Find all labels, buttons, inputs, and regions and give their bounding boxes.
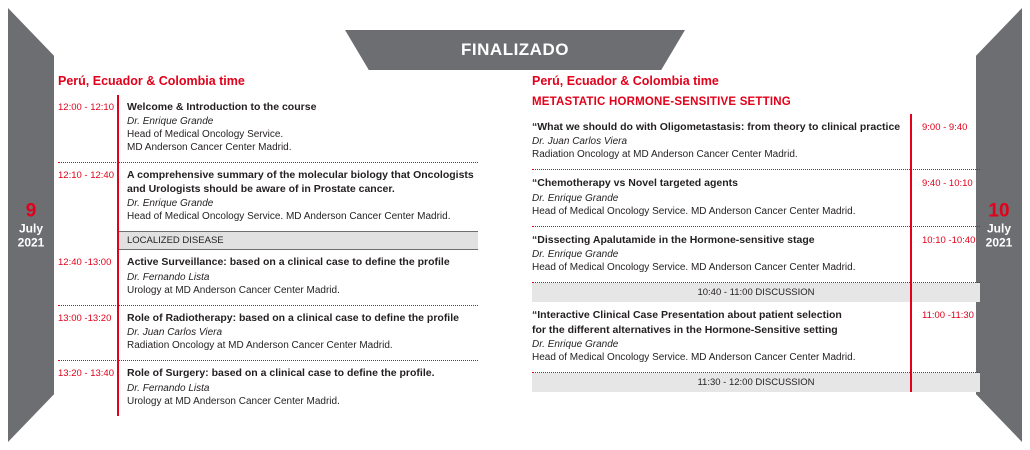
- right-timezone-header: Perú, Ecuador & Colombia time: [532, 74, 719, 88]
- date-left-year: 2021: [17, 234, 45, 249]
- session-title: Welcome & Introduction to the course: [127, 101, 317, 113]
- session-title: Active Surveillance: based on a clinical case to define the profile: [127, 256, 450, 269]
- session-speaker: Dr. Enrique Grande: [127, 198, 214, 210]
- date-right-year: 2021: [985, 234, 1013, 249]
- session-time: 12:40 -13:00: [58, 257, 112, 269]
- date-block-right: [976, 8, 1022, 442]
- session-affiliation: Urology at MD Anderson Cancer Center Madrid.: [127, 284, 340, 296]
- session-speaker: Dr. Enrique Grande: [127, 116, 214, 128]
- session-speaker: Dr. Fernando Lista: [127, 382, 210, 394]
- session-speaker: Dr. Enrique Grande: [532, 192, 619, 204]
- session-title: “What we should do with Oligometastasis: from theory to clinical practice: [532, 121, 901, 133]
- date-block-left-text: [8, 200, 54, 249]
- session-row: [58, 361, 478, 415]
- date-block-left: [8, 8, 54, 442]
- session-body: [532, 177, 912, 217]
- date-block-right-text: [976, 200, 1022, 249]
- status-banner: [345, 30, 685, 70]
- session-row: [532, 170, 980, 226]
- right-session-list: [532, 114, 980, 392]
- session-affiliation: Head of Medical Oncology Service. MD Anderson Cancer Center Madrid.: [532, 262, 856, 274]
- agenda-day-one: [58, 74, 478, 416]
- session-affiliation: Head of Medical Oncology Service. MD Anderson Cancer Center Madrid.: [127, 211, 451, 223]
- session-time: 13:20 - 13:40: [58, 368, 114, 380]
- session-row: [58, 250, 478, 305]
- session-affiliation-2: MD Anderson Cancer Center Madrid.: [127, 142, 292, 154]
- session-body: [532, 121, 912, 161]
- session-affiliation: Head of Medical Oncology Service.: [127, 129, 284, 141]
- left-session-list: [58, 95, 478, 416]
- session-affiliation: Urology at MD Anderson Cancer Center Madrid.: [127, 395, 340, 407]
- session-body: [117, 101, 478, 154]
- session-speaker: Dr. Juan Carlos Viera: [127, 327, 223, 339]
- discussion-band-2: 11:30 - 12:00 DISCUSSION: [532, 373, 980, 392]
- session-row: [58, 95, 478, 163]
- session-time: 12:00 - 12:10: [58, 102, 114, 113]
- session-title: A comprehensive summary of the molecular biology that Oncologists and Urologists should be aware of in Prostate cancer.: [127, 169, 474, 195]
- date-right-day: 10: [988, 200, 1010, 222]
- session-time: 9:00 - 9:40: [922, 122, 968, 133]
- session-title-2: for the different alternatives in the Hormone-Sensitive setting: [532, 323, 838, 336]
- session-body: [532, 234, 912, 274]
- date-right-month: July: [986, 221, 1011, 236]
- banner-label: FINALIZADO: [461, 40, 569, 59]
- right-section-subheader: METASTATIC HORMONE-SENSITIVE SETTING: [532, 96, 791, 108]
- session-title: Role of Radiotherapy: based on a clinical case to define the profile: [127, 311, 459, 324]
- session-row: [532, 227, 980, 283]
- session-row: [58, 163, 478, 231]
- session-row: [58, 306, 478, 361]
- session-row: [532, 302, 980, 373]
- left-timezone-header: Perú, Ecuador & Colombia time: [58, 74, 245, 88]
- section-band-localized-disease: LOCALIZED DISEASE: [117, 231, 478, 250]
- date-left-month: July: [18, 221, 43, 236]
- session-title: “Chemotherapy vs Novel targeted agents: [532, 177, 738, 190]
- session-affiliation: Head of Medical Oncology Service. MD Anderson Cancer Center Madrid.: [532, 352, 856, 364]
- discussion-band-1: 10:40 - 11:00 DISCUSSION: [532, 283, 980, 302]
- session-body: [117, 169, 478, 223]
- session-speaker: Dr. Juan Carlos Viera: [532, 136, 628, 148]
- session-time: 12:10 - 12:40: [58, 170, 114, 182]
- session-time: 11:00 -11:30: [922, 310, 974, 322]
- session-body: [117, 256, 478, 296]
- right-timeline-rule: [910, 114, 912, 392]
- date-left-day: 9: [25, 200, 37, 222]
- session-time: 10:10 -10:40: [922, 234, 976, 246]
- session-time: 9:40 - 10:10: [922, 178, 973, 190]
- session-title: Role of Surgery: based on a clinical case to define the profile.: [127, 367, 435, 380]
- session-row: [532, 114, 980, 170]
- agenda-day-two: [532, 74, 980, 392]
- left-timeline-rule: [117, 95, 119, 416]
- session-body: [532, 309, 912, 364]
- session-affiliation: Head of Medical Oncology Service. MD Anderson Cancer Center Madrid.: [532, 205, 856, 217]
- session-speaker: Dr. Enrique Grande: [532, 339, 619, 351]
- session-affiliation: Radiation Oncology at MD Anderson Cancer Center Madrid.: [532, 149, 798, 161]
- session-body: [117, 312, 478, 352]
- session-title: “Dissecting Apalutamide in the Hormone-sensitive stage: [532, 233, 815, 246]
- session-speaker: Dr. Enrique Grande: [532, 249, 619, 261]
- session-time: 13:00 -13:20: [58, 312, 112, 324]
- session-affiliation: Radiation Oncology at MD Anderson Cancer Center Madrid.: [127, 340, 393, 352]
- session-speaker: Dr. Fernando Lista: [127, 271, 210, 283]
- session-body: [117, 367, 478, 407]
- session-title: “Interactive Clinical Case Presentation about patient selection: [532, 309, 842, 322]
